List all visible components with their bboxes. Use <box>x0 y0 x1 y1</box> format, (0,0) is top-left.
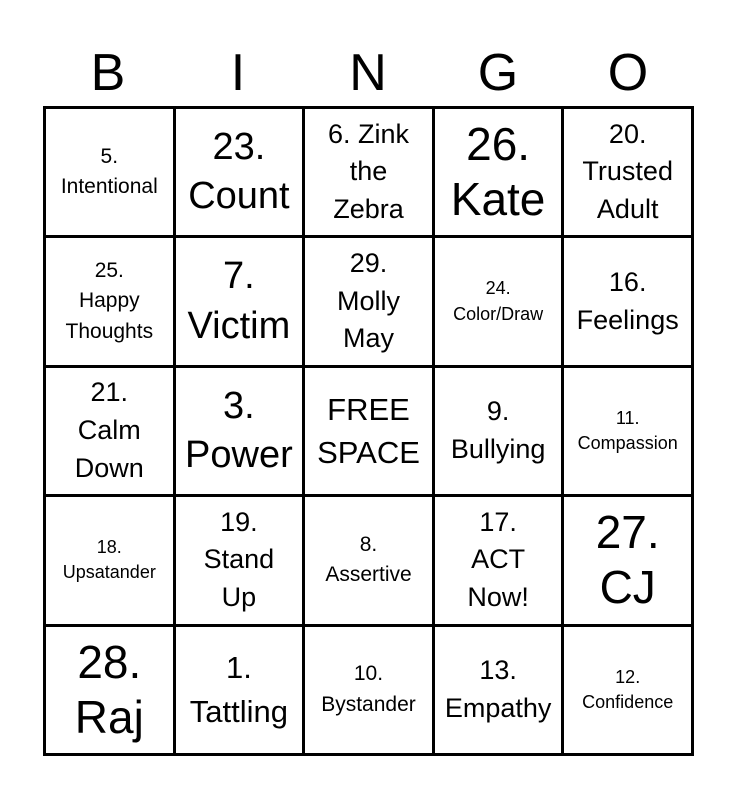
bingo-header <box>43 40 694 106</box>
bingo-cell[interactable]: 26. Kate <box>435 109 565 238</box>
bingo-cell[interactable]: 9. Bullying <box>435 368 565 497</box>
bingo-cell[interactable]: 20. Trusted Adult <box>564 109 694 238</box>
bingo-cell[interactable]: 23. Count <box>176 109 306 238</box>
bingo-cell[interactable]: 8. Assertive <box>305 497 435 626</box>
bingo-cell[interactable]: 28. Raj <box>46 627 176 756</box>
bingo-cell[interactable]: 24. Color/Draw <box>435 238 565 367</box>
header-letter-n: N <box>349 44 387 102</box>
bingo-cell[interactable]: 5. Intentional <box>46 109 176 238</box>
bingo-cell[interactable]: 19. Stand Up <box>176 497 306 626</box>
bingo-cell[interactable]: 27. CJ <box>564 497 694 626</box>
bingo-cell[interactable]: 13. Empathy <box>435 627 565 756</box>
bingo-cell[interactable]: 29. Molly May <box>305 238 435 367</box>
header-letter-b: B <box>90 44 126 102</box>
bingo-cell[interactable]: 25. Happy Thoughts <box>46 238 176 367</box>
bingo-cell[interactable]: 17. ACT Now! <box>435 497 565 626</box>
bingo-cell[interactable]: 7. Victim <box>176 238 306 367</box>
free-space-cell[interactable]: FREE SPACE <box>305 368 435 497</box>
header-letter-o: O <box>607 44 649 102</box>
bingo-cell[interactable]: 3. Power <box>176 368 306 497</box>
header-letter-g: G <box>477 44 519 102</box>
bingo-cell[interactable]: 18. Upsatander <box>46 497 176 626</box>
header-letter-i: I <box>230 44 246 102</box>
bingo-cell[interactable]: 10. Bystander <box>305 627 435 756</box>
bingo-cell[interactable]: 12. Confidence <box>564 627 694 756</box>
bingo-cell[interactable]: 11. Compassion <box>564 368 694 497</box>
bingo-cell[interactable]: 16. Feelings <box>564 238 694 367</box>
bingo-cell[interactable]: 1. Tattling <box>176 627 306 756</box>
bingo-grid <box>43 106 694 756</box>
bingo-cell[interactable]: 21. Calm Down <box>46 368 176 497</box>
bingo-cell[interactable]: 6. Zink the Zebra <box>305 109 435 238</box>
